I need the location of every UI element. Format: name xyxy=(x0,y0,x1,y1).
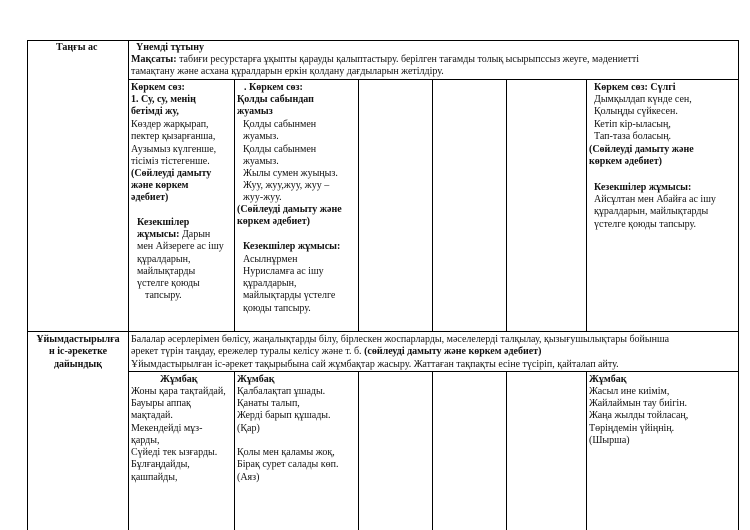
poem-line: жуамыз. xyxy=(243,131,279,142)
row-divider xyxy=(27,331,738,332)
riddle-heading: Жұмбақ xyxy=(589,374,627,385)
prep-line-3: Ұйымдастырылған іс-әрекет тақырыбына сай жұмбақтар жасыру. Жаттаған тақпақты есіне түсіріп, қайталап айту. xyxy=(131,359,619,370)
poem-title: жуамыз xyxy=(237,106,273,117)
column-divider xyxy=(358,371,359,530)
prep-line-1: Балалар әсерлерімен бөлісу, жаңалықтарды білу, бірлескен жоспарларды, мәселелерді талқылау, қызығушылықтары бойынша xyxy=(131,334,670,345)
duty-line: майлықтарды үстелге xyxy=(243,290,336,301)
poem-line: 1. Су, су, менің xyxy=(131,94,196,105)
art-word-label: Көркем сөз: xyxy=(131,82,185,93)
duty-text: Дарын xyxy=(179,229,211,240)
riddle-line: Жайлаймын тау биігін. xyxy=(589,398,688,409)
riddle-line: Жерді барып құшады. xyxy=(237,410,331,421)
poem-line: жуу-жуу. xyxy=(243,192,282,203)
subject-note: (Сөйлеуді дамыту xyxy=(131,168,212,179)
column-divider xyxy=(432,79,433,331)
row-divider xyxy=(128,79,738,80)
duty-line: құралдарын, xyxy=(137,254,191,265)
section-title: Үнемді тұтыну xyxy=(136,42,204,53)
poem-line: Тап-таза боласың. xyxy=(594,131,672,142)
subject-note: (Сөйлеуді дамыту және xyxy=(237,204,342,215)
poem-line: Қолды сабынмен xyxy=(243,119,317,130)
table-border-top xyxy=(27,40,738,41)
riddle-line: Бауыры аппақ xyxy=(131,398,191,409)
duty-line: Асылнұрмен xyxy=(243,254,298,265)
riddle-answer: (Аяз) xyxy=(237,472,260,483)
poem-line: тісіміз тістегенше. xyxy=(131,156,210,167)
table-border-left xyxy=(27,40,28,530)
duty-line: құралдарын, майлықтарды xyxy=(594,206,709,217)
riddle-line: Бұлғаңдайды, xyxy=(131,459,190,470)
riddle-line: Қолы мен қаламы жоқ, xyxy=(237,447,335,458)
prep-line-2 xyxy=(131,346,541,358)
duty-line: қоюды тапсыру. xyxy=(243,303,311,314)
riddle-line: Бірақ сурет салады көп. xyxy=(237,459,339,470)
row-header-line: Ұйымдастырылға xyxy=(36,334,120,345)
row-header-line: н іс-әрекетке xyxy=(48,346,108,358)
subject-note: (Сөйлеуді дамыту және xyxy=(589,144,694,155)
poem-line: Кетіп кір-ыласың, xyxy=(594,119,671,130)
subject-note: (сөйлеуді дамыту және көркем әдебиет) xyxy=(364,346,542,357)
goal-text: табиғи ресурстарға ұқыпты қарауды қалыптастыру. берілген тағамды толық ысырыпссыз жеуге, мәдениетті xyxy=(176,54,640,65)
row-header-breakfast: Таңғы ас xyxy=(56,42,98,53)
duty-line: тапсыру. xyxy=(145,290,182,301)
duty-label: жұмысы: xyxy=(137,229,180,240)
duty-line: майлықтарды xyxy=(137,266,196,277)
poem-line: пектер қызарғанша, xyxy=(131,131,216,142)
art-word-label: . Көркем сөз: xyxy=(244,82,303,93)
poem-line: бетімді жу, xyxy=(131,106,179,117)
poem-line: Жылы сумен жуыңыз. xyxy=(243,168,338,179)
duty-line: үстелге қоюды xyxy=(137,278,200,289)
duty-line: Нурисламға ас ішу xyxy=(243,266,324,277)
duty-line xyxy=(137,229,210,241)
row-header-prep xyxy=(28,334,128,371)
duty-label: Кезекшілер жұмысы: xyxy=(594,182,692,193)
art-word-label: Көркем сөз: Сүлгі xyxy=(594,82,676,93)
poem-title: Қолды сабындап xyxy=(237,94,314,105)
column-divider xyxy=(506,371,507,530)
column-divider xyxy=(128,40,129,530)
riddle-line: Қалбалақтап ұшады. xyxy=(237,386,326,397)
poem-line: Жуу, жуу,жуу, жуу – xyxy=(243,180,330,191)
column-divider xyxy=(586,79,587,331)
column-divider xyxy=(586,371,587,530)
poem-line: Аузымыз күлгенше, xyxy=(131,144,217,155)
riddle-heading: Жұмбақ xyxy=(237,374,275,385)
duty-line: үстелге қоюды тапсыру. xyxy=(594,219,696,230)
riddle-answer: (Қар) xyxy=(237,423,260,434)
goal-line-2: тамақтану және асхана құралдарын еркін қолдану дағдыларын жетілдіру. xyxy=(131,66,444,77)
duty-label: Кезекшілер жұмысы: xyxy=(243,241,341,252)
poem-line: жуамыз. xyxy=(243,156,279,167)
subject-note: әдебиет) xyxy=(131,192,169,203)
riddle-line: Мекендейді мұз- xyxy=(131,423,203,434)
riddle-line: Сүйеді тек ызғарды. xyxy=(131,447,218,458)
riddle-line: Жасыл ине киімім, xyxy=(589,386,670,397)
poem-line: Дымқылдап күнде сен, xyxy=(594,94,692,105)
column-divider xyxy=(358,79,359,331)
riddle-line: қарды, xyxy=(131,435,160,446)
subject-note: көркем әдебиет) xyxy=(237,216,310,227)
table-border-right xyxy=(738,40,739,530)
subject-note: және көркем xyxy=(131,180,189,191)
column-divider xyxy=(432,371,433,530)
duty-label: Кезекшілер xyxy=(137,217,190,228)
duty-line: құралдарын, xyxy=(243,278,297,289)
riddle-line: Қанаты талып, xyxy=(237,398,300,409)
duty-line: мен Айзереге ас ішу xyxy=(137,241,224,252)
riddle-answer: (Шырша) xyxy=(589,435,630,446)
column-divider xyxy=(506,79,507,331)
riddle-line: Төріңдемін үйіңнің. xyxy=(589,423,675,434)
subject-note: көркем әдебиет) xyxy=(589,156,662,167)
riddle-line: қашпайды, xyxy=(131,472,178,483)
riddle-line: мақтадай. xyxy=(131,410,173,421)
goal-line-1 xyxy=(131,54,639,66)
prep-text: әрекет түрін таңдау, ережелер туралы келісу және т. б. xyxy=(131,346,365,357)
column-divider xyxy=(234,371,235,530)
riddle-line: Жаңа жылды тойласаң, xyxy=(589,410,689,421)
riddle-line: Жоны қара тақтайдай, xyxy=(131,386,226,397)
riddle-heading: Жұмбақ xyxy=(160,374,198,385)
goal-label: Мақсаты: xyxy=(131,54,177,65)
row-header-line: дайындық xyxy=(53,358,103,370)
poem-line: Қолды сабынмен xyxy=(243,144,317,155)
column-divider xyxy=(234,79,235,331)
poem-line: Қолыңды сүйкесен. xyxy=(594,106,678,117)
poem-line: Көздер жарқырап, xyxy=(131,119,209,130)
duty-line: Айсұлтан мен Абайға ас ішу xyxy=(594,194,716,205)
